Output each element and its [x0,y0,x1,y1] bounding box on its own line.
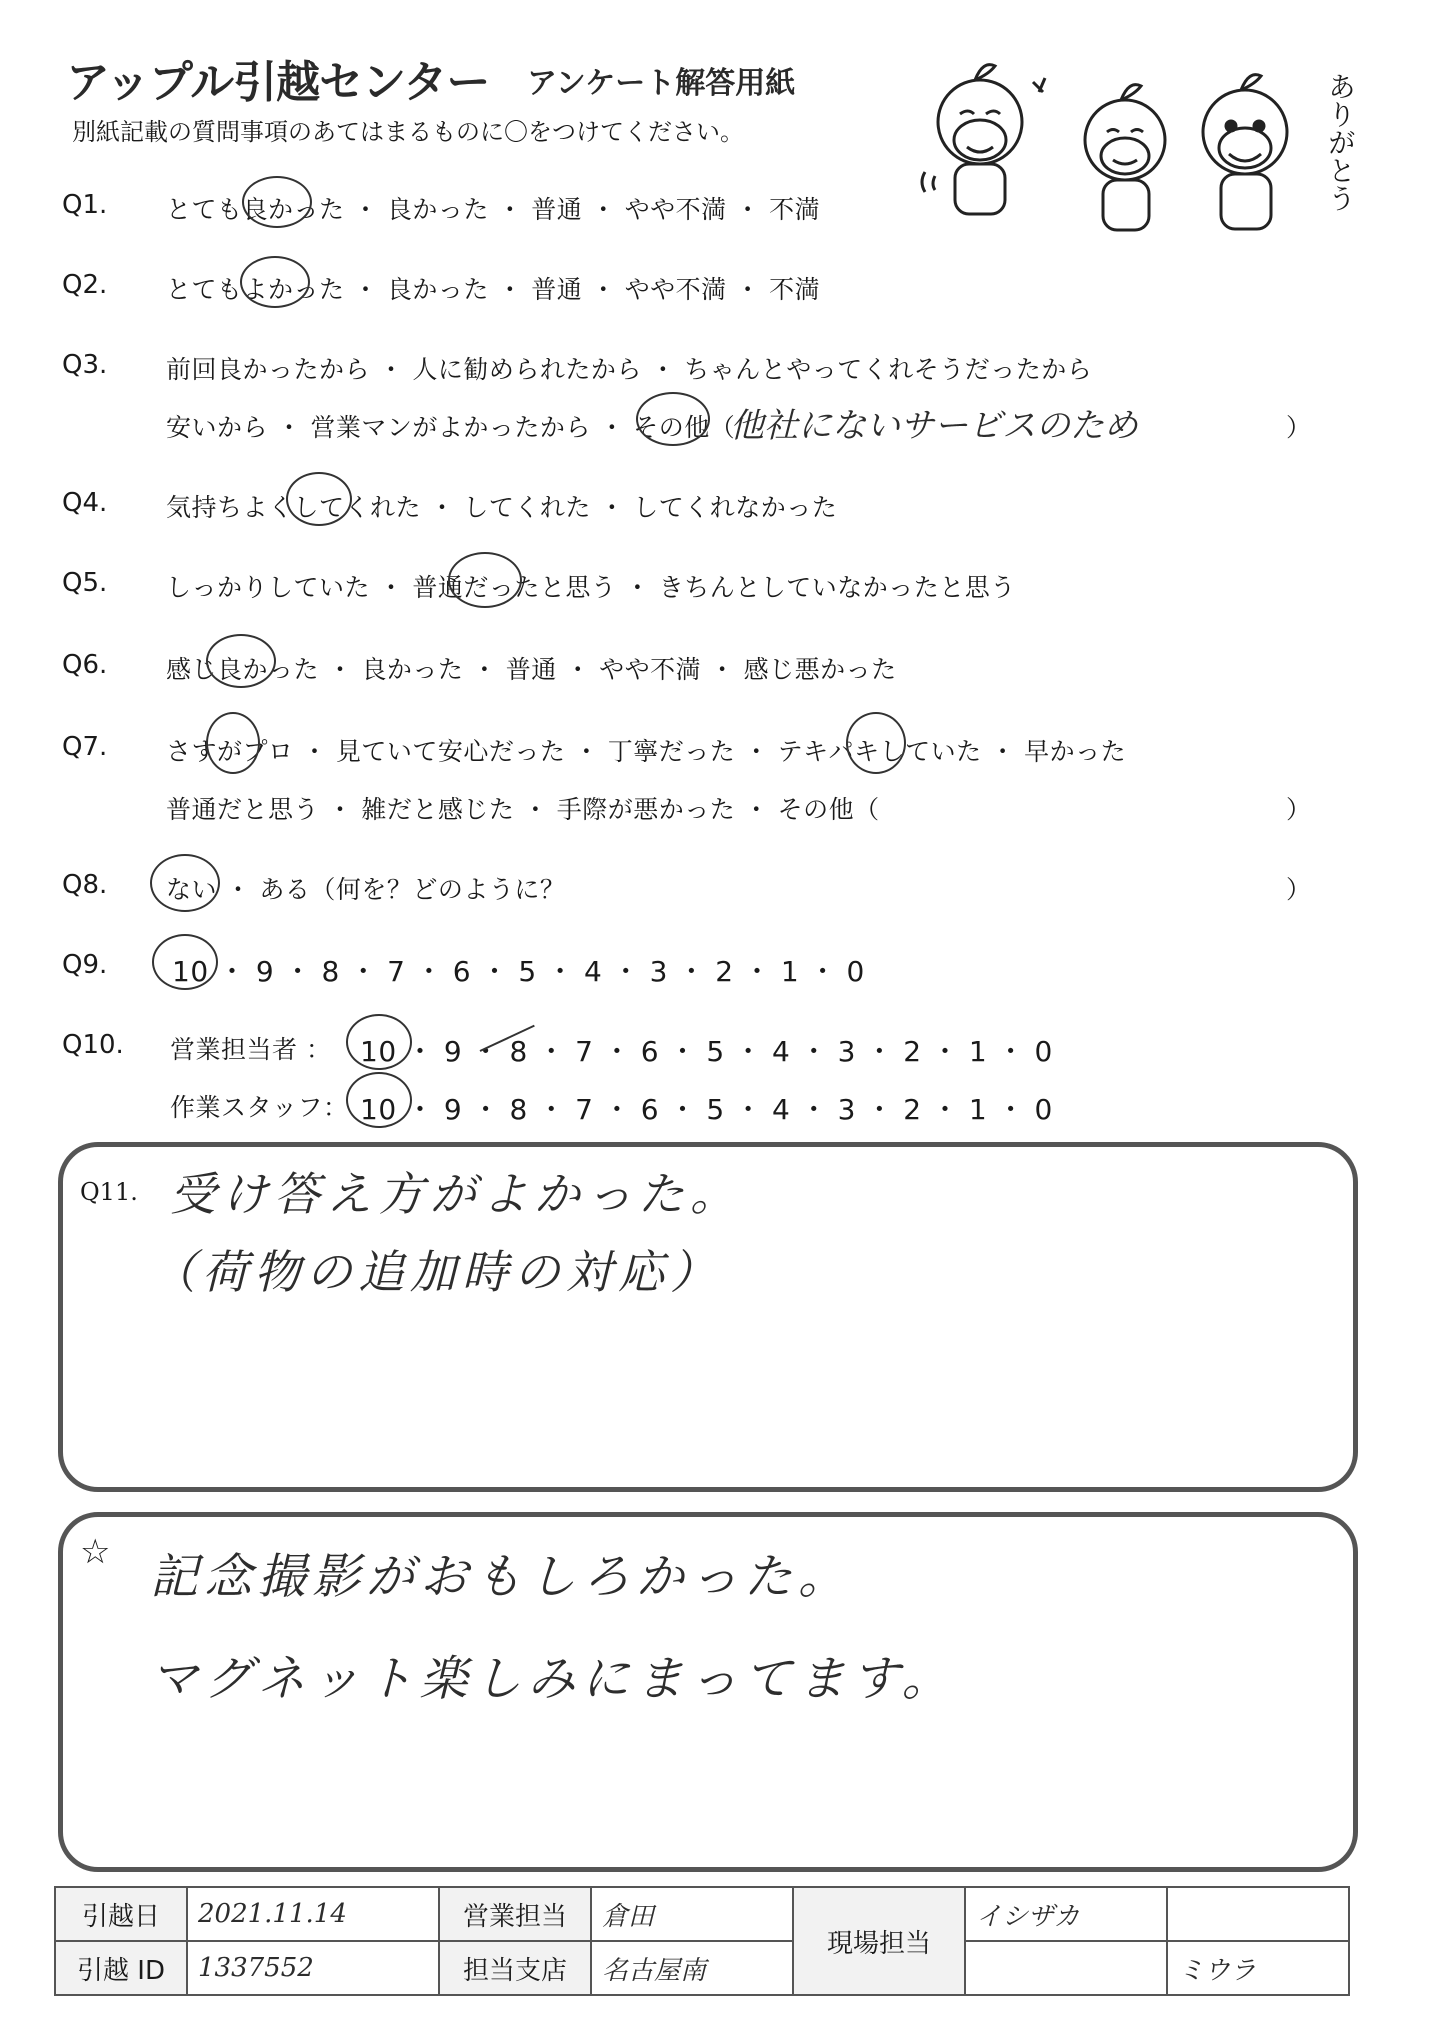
q3-other-note: 他社にないサービスのため [730,406,1138,446]
q9-scale: 10 ・ 9 ・ 8 ・ 7 ・ 6 ・ 5 ・ 4 ・ 3 ・ 2 ・ 1 ・ 0 [172,955,865,988]
footer-row-1 [55,1887,1349,1941]
q6-options: 感じ良かった ・ 良かった ・ 普通 ・ やや不満 ・ 感じ悪かった [166,655,897,684]
q9-answer-circle [152,934,218,990]
q8-close-paren: ） [1286,875,1312,904]
q2-answer-circle [240,256,310,308]
comment-line2: マグネット楽しみにまってます。 [150,1651,956,1707]
q5-answer-circle [448,552,522,608]
q3-options-line1: 前回良かったから ・ 人に勧められたから ・ ちゃんとやってくれそうだったから [166,355,1093,384]
q3-close-paren: ） [1286,413,1312,442]
monkey-mascots-illustration [915,52,1345,242]
q10-staff-answer-circle [346,1072,412,1128]
q5-options: しっかりしていた ・ 普通だったと思う ・ きちんとしていなかったと思う [166,573,1016,602]
q7-answer-circle-1 [206,712,260,774]
q11-number: Q11. [80,1178,138,1206]
q10-staff-label: 作業スタッフ： [170,1093,349,1122]
q8-number: Q8. [62,870,108,900]
q4-number: Q4. [62,488,108,518]
q7-options-line1: さすがプロ ・ 見ていて安心だった ・ 丁寧だった ・ テキパキしていた ・ 早かった [166,737,1127,766]
site-staff-label: 現場担当 [793,1887,965,1995]
move-info-table [54,1886,1350,1996]
move-date-label: 引越日 [55,1887,187,1941]
q3-answer-circle [636,392,710,446]
move-id-value: 1337552 [187,1941,439,1995]
q1-options: とても良かった ・ 良かった ・ 普通 ・ やや不満 ・ 不満 [166,195,821,224]
site-staff-empty-cell [1167,1887,1349,1941]
branch-label: 担当支店 [439,1941,591,1995]
q7-close-paren: ） [1286,795,1312,824]
move-id-label: 引越 ID [55,1941,187,1995]
q11-answer-line2: （荷物の追加時の対応） [150,1245,722,1299]
q6-number: Q6. [62,650,108,680]
footer-row-2 [55,1941,1349,1995]
star-icon: ☆ [80,1532,111,1572]
q2-number: Q2. [62,270,108,300]
q4-options: 気持ちよくしてくれた ・ してくれた ・ してくれなかった [166,493,838,522]
company-name: アップル引越センター [66,57,490,108]
q1-number: Q1. [62,190,108,220]
q10-number: Q10. [62,1030,124,1060]
form-title: アンケート解答用紙 [527,66,796,101]
q8-answer-circle [150,854,220,912]
q6-answer-circle [206,634,276,688]
q10-staff-scale: 10 ・ 9 ・ 8 ・ 7 ・ 6 ・ 5 ・ 4 ・ 3 ・ 2 ・ 1 ・ 0 [360,1093,1053,1126]
q7-answer-circle-2 [846,712,906,774]
q3-options-line2: 安いから ・ 営業マンがよかったから ・ その他（ [166,413,736,442]
q2-options: とてもよかった ・ 良かった ・ 普通 ・ やや不満 ・ 不満 [166,275,821,304]
instruction-text: 別紙記載の質問事項のあてはまるものに〇をつけてください。 [72,118,744,146]
q9-number: Q9. [62,950,108,980]
sales-rep-value: 倉田 [591,1887,793,1941]
q8-options: ない ・ ある（何を？どのように？ [166,875,566,904]
q11-answer-line1: 受け答え方がよかった。 [170,1167,742,1221]
q10-sales-answer-circle [346,1014,412,1070]
q4-answer-circle [286,472,352,526]
q5-number: Q5. [62,568,108,598]
comment-line1: 記念撮影がおもしろかった。 [150,1549,853,1605]
branch-value: 名古屋南 [591,1941,793,1995]
q10-sales-scale: 10 ・ 9 ・ 8 ・ 7 ・ 6 ・ 5 ・ 4 ・ 3 ・ 2 ・ 1 ・ 0 [360,1035,1053,1068]
q10-sales-label: 営業担当者 ： [170,1035,332,1064]
site-staff-empty-cell-2 [965,1941,1167,1995]
q1-answer-circle [242,176,312,228]
q7-number: Q7. [62,732,108,762]
sales-rep-label: 営業担当 [439,1887,591,1941]
q3-number: Q3. [62,350,108,380]
thanks-text: ありがとう [1324,72,1357,212]
site-staff-value-2: ミウラ [1167,1941,1349,1995]
q7-options-line2: 普通だと思う ・ 雑だと感じた ・ 手際が悪かった ・ その他（ [166,795,880,824]
site-staff-value-1: イシザカ [965,1887,1167,1941]
move-date-value: 2021.11.14 [187,1887,439,1941]
